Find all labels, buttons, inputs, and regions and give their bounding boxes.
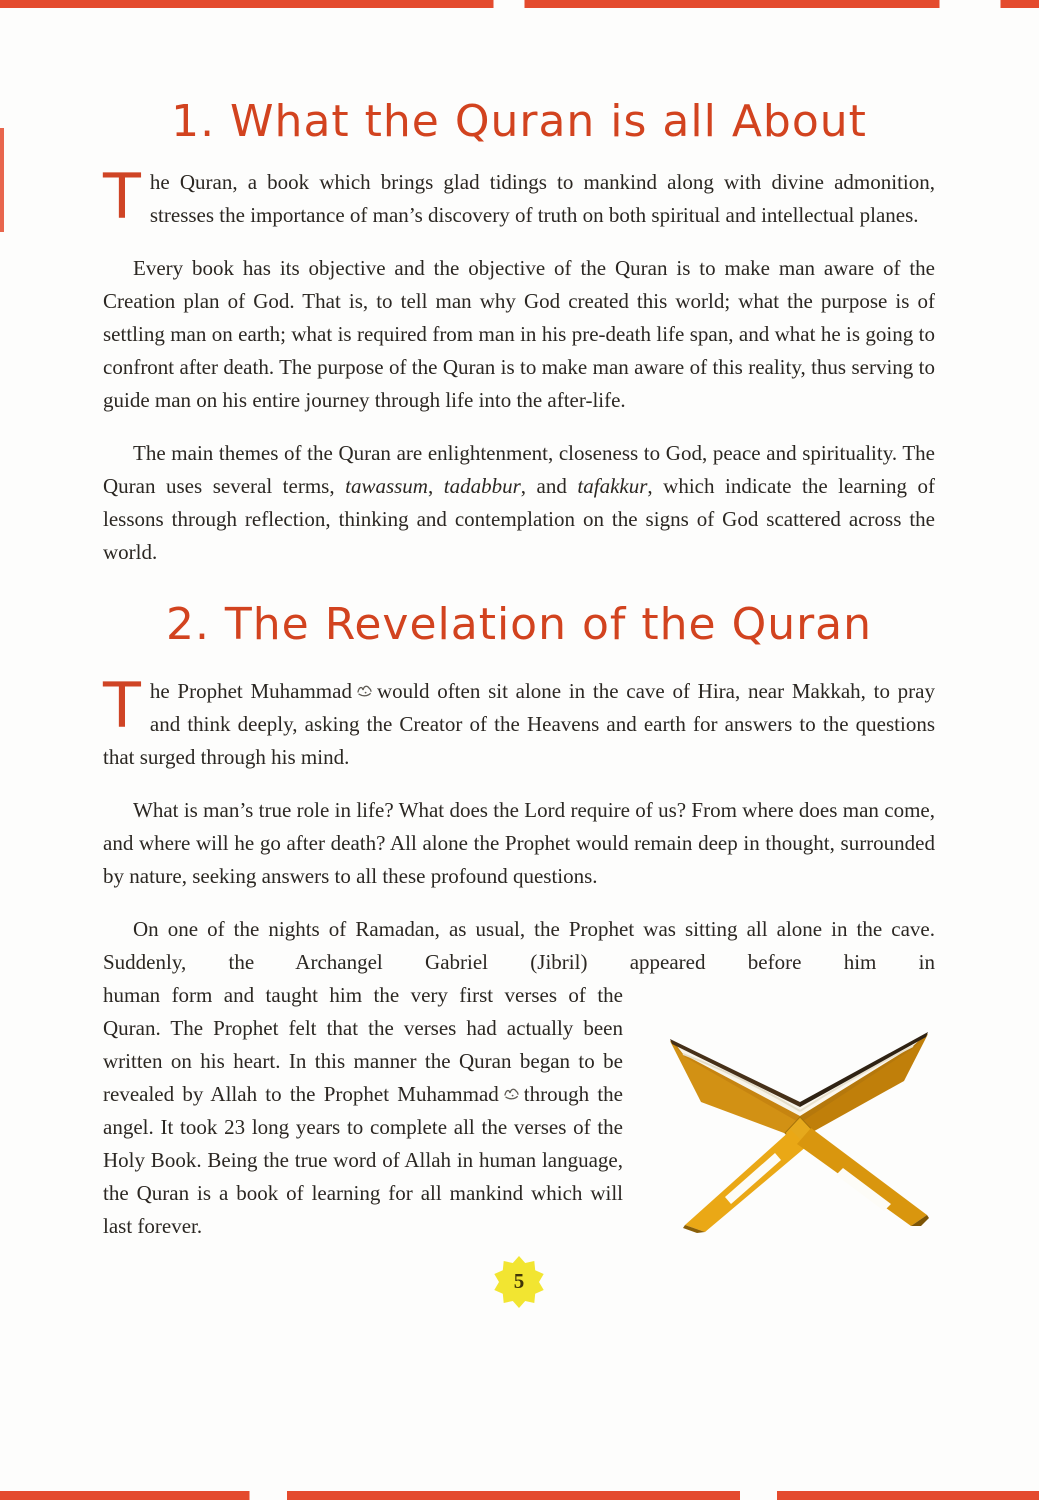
paragraph-mans-true-role: What is man’s true role in life? What does the Lord require of us? From where does man come, and where will he go after death? All alone the Prophet would remain deep in thought, surrounded by nature, seeking answers to all these profound questions.: [103, 798, 935, 888]
paragraph-text: The main themes of the Quran are enlightenment, closeness to God, peace and spirituality. The Quran uses several terms,: [103, 441, 935, 498]
paragraph-text: ,: [427, 474, 444, 498]
paragraph-text: would often sit alone in the cave of Hira, near Makkah, to pray and think deeply, asking the Creator of the Heavens and earth for answers to the questions that surged through his mind.: [103, 679, 935, 769]
quran-rehal-image: [663, 1019, 935, 1239]
chapter-1-heading: 1. What the Quran is all About: [171, 96, 867, 147]
section-what-the-quran-is-about: [103, 92, 935, 569]
page-edge-bottom: [0, 1491, 1039, 1500]
paragraph-quran-glad-tidings: [103, 160, 935, 233]
paragraph-text: through the angel. It took 23 long years to complete all the verses of the Holy Book. Being the true word of Allah in human language, the Quran is a book of learning for all mankind which will last forever.: [103, 1082, 623, 1238]
dropcap-letter: T: [103, 669, 141, 742]
page-edge-left: [0, 128, 4, 232]
paragraph-night-of-ramadan-intro: On one of the nights of Ramadan, as usual, the Prophet was sitting all alone in the cave. Suddenly, the Archangel Gabriel (Jibril) appeared before him in: [103, 917, 935, 974]
italic-term-tafakkur: tafakkur: [577, 474, 648, 498]
paragraph-night-of-ramadan-rest: [103, 979, 623, 1243]
paragraph-text: , and: [520, 474, 578, 498]
chapter-2-heading: 2. The Revelation of the Quran: [165, 599, 873, 650]
pbuh-icon: [356, 683, 373, 698]
rehal-book-stand-icon: [663, 1019, 935, 1239]
page-number-badge: [492, 1255, 546, 1309]
paragraph-book-objective: Every book has its objective and the objective of the Quran is to make man aware of the Creation plan of God. That is, to tell man why God created this world; what the purpose is of settling man on earth; what is required from man in his pre-death life span, and what he is going to confront after death. The purpose of the Quran is to make man aware of this reality, thus serving to guide man on his entire journey through life into the after-life.: [103, 256, 935, 412]
text-and-image-row: [103, 979, 935, 1243]
page-footer: [103, 1243, 935, 1314]
dropcap-letter: T: [103, 160, 141, 233]
pbuh-icon: [503, 1086, 520, 1101]
paragraph-main-themes: [103, 437, 935, 569]
paragraph-text: human form and taught him the very first verses of the Quran. The Prophet felt that the verses had actually been written on his heart. In this manner the Quran began to be revealed by Allah to the Prophet Muhammad: [103, 983, 623, 1106]
section-revelation-of-the-quran: [103, 595, 935, 1243]
paragraph-text: he Prophet Muhammad: [149, 679, 352, 703]
italic-term-tawassum: tawassum: [345, 474, 428, 498]
paragraph-text: he Quran, a book which brings glad tidings to mankind along with divine admonition, stresses the importance of man’s discovery of truth on both spiritual and intellectual planes.: [149, 170, 935, 227]
page-edge-top: [0, 0, 1039, 8]
paragraph-text: , which indicate the learning of lessons through reflection, thinking and contemplation on the signs of God scattered across the world.: [103, 474, 936, 564]
paragraph-cave-of-hira: [103, 669, 935, 774]
page-number: 5: [513, 1269, 525, 1293]
italic-term-tadabbur: tadabbur: [443, 474, 521, 498]
page-content: [103, 0, 935, 1314]
